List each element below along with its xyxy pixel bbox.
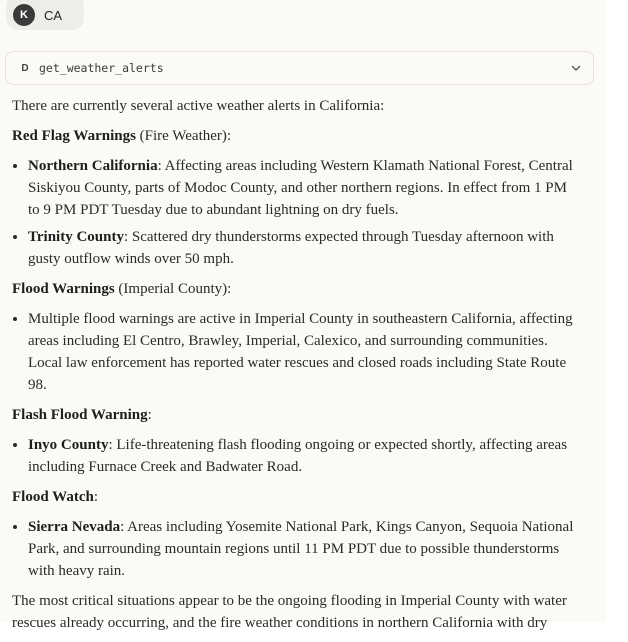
response-intro: There are currently several active weather alerts in California:: [12, 98, 385, 114]
item-bold: Northern California: [28, 158, 158, 174]
list-item: [28, 308, 578, 396]
list-item: [28, 155, 578, 221]
section-heading-rest: :: [93, 489, 98, 505]
user-message: [6, 0, 84, 30]
section-heading-bold: Red Flag Warnings: [12, 128, 136, 144]
section-heading: [12, 404, 578, 426]
alert-list: [12, 516, 578, 582]
section-heading: [12, 486, 578, 508]
section-heading-rest: (Fire Weather):: [135, 128, 232, 144]
section-heading-bold: Flood Watch: [12, 489, 94, 505]
alert-list: [12, 308, 578, 396]
assistant-response: [12, 95, 578, 642]
tool-icon: D: [21, 62, 29, 74]
user-message-text: CA: [44, 7, 63, 23]
alert-list: [12, 155, 578, 270]
list-item: [28, 226, 578, 270]
tool-name: get_weather_alerts: [39, 61, 164, 75]
item-bold: Sierra Nevada: [28, 519, 121, 535]
chevron-down-icon[interactable]: [570, 62, 582, 74]
item-bold: Trinity County: [28, 229, 124, 245]
section-heading-rest: (Imperial County):: [114, 281, 232, 297]
item-text: : Affecting areas including Western Klamath National Forest, Central Siskiyou County, parts of Modoc County, and other northern regions. In effect from 1 PM to 9 PM PDT Tuesday due to abundant lightning on dry fuels.: [28, 158, 573, 218]
section-heading-bold: Flood Warnings: [12, 281, 115, 297]
alert-list: [12, 434, 578, 478]
section-heading: [12, 125, 578, 147]
item-text: : Scattered dry thunderstorms expected through Tuesday afternoon with gusty outflow winds over 50 mph.: [28, 229, 554, 267]
section-heading: [12, 278, 578, 300]
section-heading-bold: Flash Flood Warning: [12, 407, 148, 423]
response-closing: The most critical situations appear to be the ongoing flooding in Imperial County with water rescues already occurring, and the fire weather conditions in northern California with dry: [12, 593, 567, 631]
list-item: [28, 516, 578, 582]
list-item: [28, 434, 578, 478]
item-text: : Areas including Yosemite National Park, Kings Canyon, Sequoia National Park, and surrounding mountain regions until 11 PM PDT due to possible thunderstorms with heavy rain.: [28, 519, 574, 579]
tool-call-panel[interactable]: [5, 51, 594, 85]
user-avatar: K: [13, 4, 35, 26]
item-text: Multiple flood warnings are active in Imperial County in southeastern California, affecting areas including El Centro, Brawley, Imperial, Calexico, and surrounding communities. Local law enforcement has reported water rescues and closed roads including State Route 98.: [28, 311, 573, 393]
section-heading-rest: :: [147, 407, 152, 423]
item-bold: Inyo County: [28, 437, 109, 453]
item-text: : Life-threatening flash flooding ongoing or expected shortly, affecting areas including Furnace Creek and Badwater Road.: [28, 437, 568, 475]
